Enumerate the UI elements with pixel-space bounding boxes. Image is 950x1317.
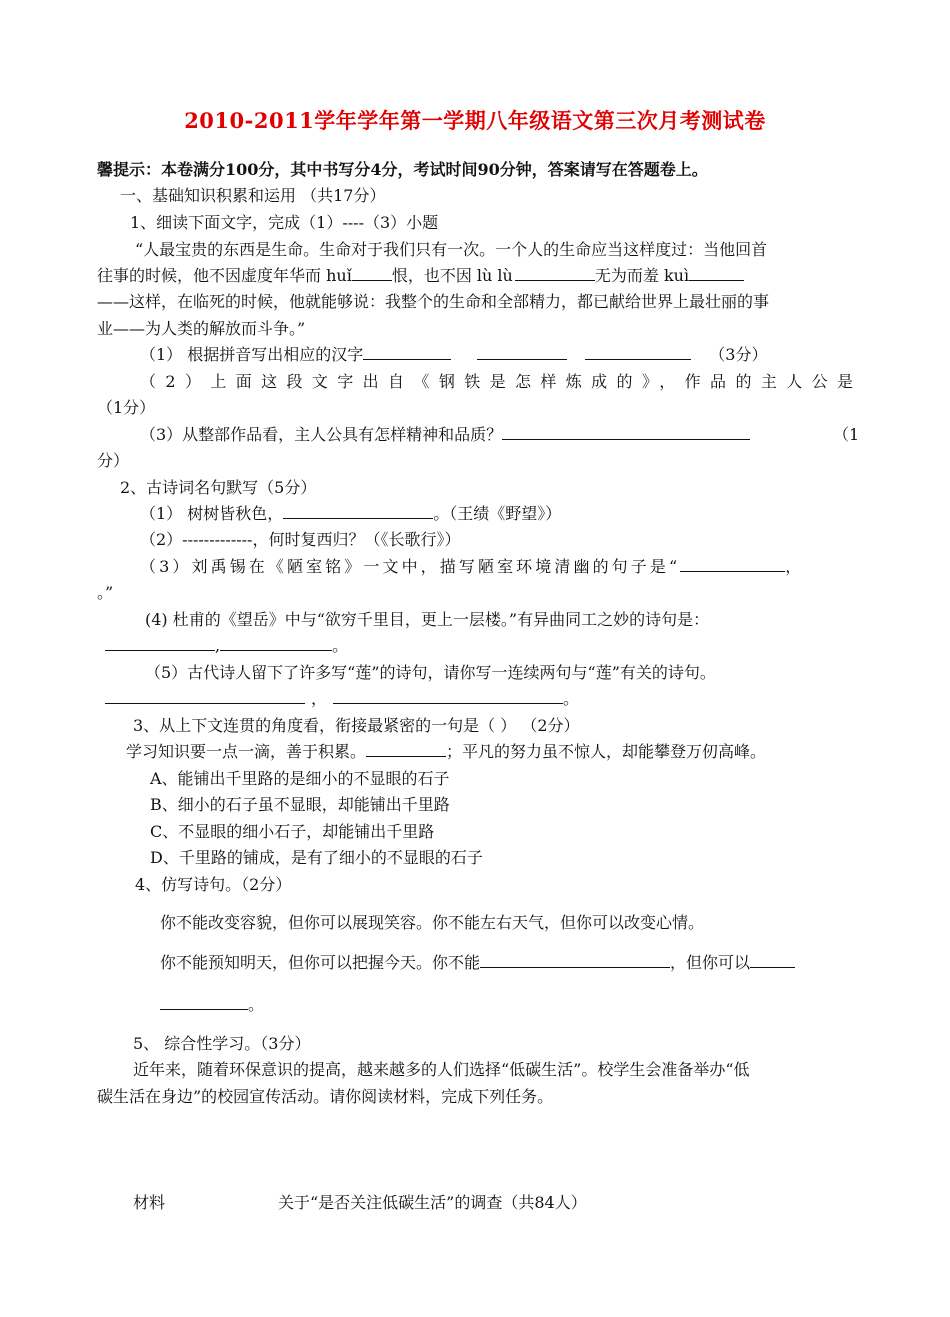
q3-option-c[interactable]: C、不显眼的细小石子，却能铺出千里路 [150,822,435,841]
q1-sub-3 [140,425,750,445]
answer-blank[interactable] [515,266,595,281]
q1-sub-3-score-cont: 分） [97,451,130,470]
q2-stem: 2、古诗词名句默写（5分） [120,478,317,497]
answer-blank[interactable] [283,504,433,519]
q3-option-d[interactable]: D、千里路的铺成，是有了细小的不显眼的石子 [150,848,483,867]
exam-notice: 馨提示：本卷满分100分，其中书写分4分，考试时间90分钟，答案请写在答题卷上。 [97,160,708,179]
answer-blank[interactable] [105,689,305,704]
answer-blank[interactable] [750,953,795,968]
q1-passage-line-3: ——这样，在临死的时候，他就能够说：我整个的生命和全部精力，都已献给世界上最壮丽的事 [97,292,770,311]
q1-sub-3-score: （1 [833,425,860,444]
q5-passage-line-1: 近年来，随着环保意识的提高，越来越多的人们选择“低碳生活”。校学生会准备举办“低 [133,1060,750,1079]
q2-sub-3-punct: ， [785,557,802,576]
q4-imitate-line [160,953,795,973]
q2-sub-1-source: 。（王绩《野望》） [433,504,562,523]
q2-sub-3-text: （3）刘禹锡在《陋室铭》一文中，描写陋室环境清幽的句子是“ [140,557,681,576]
answer-blank[interactable] [105,636,215,651]
q1-stem: 1、细读下面文字，完成（1）----（3）小题 [130,213,439,232]
q3-option-b[interactable]: B、细小的石子虽不显眼，却能铺出千里路 [150,795,450,814]
section-1-heading: 一、基础知识积累和运用 （共17分） [120,186,386,205]
q1-sub-2-score: （1分） [97,398,156,417]
q1-sub-3-text: （3）从整部作品看，主人公具有怎样精神和品质？ [140,425,503,444]
q2-sub-4-comma: , [215,636,221,655]
answer-blank[interactable] [689,266,744,281]
q1-passage-line-1: “人最宝贵的东西是生命。生命对于我们只有一次。一个人的生命应当这样度过：当他回首 [135,240,768,259]
q3-context [126,742,766,762]
answer-blank[interactable] [160,995,248,1010]
answer-blank[interactable] [480,953,670,968]
answer-blank[interactable] [352,266,392,281]
material-label: 材料 [133,1193,166,1212]
q2-sub-5-period: 。 [563,689,580,708]
q1-passage-text: 恨，也不因 lù lù [391,266,513,285]
q4-example-line: 你不能改变容貌，但你可以展现笑容。你不能左右天气，但你可以改变心情。 [160,913,705,932]
q2-sub-1 [140,504,561,524]
q4-imitate-line-2 [160,995,264,1015]
answer-blank[interactable] [502,425,750,440]
q4-stem: 4、仿写诗句。（2分） [135,875,292,894]
answer-blank[interactable] [333,689,563,704]
material-title: 关于“是否关注低碳生活”的调查（共84人） [278,1193,587,1212]
q1-passage-line-2 [97,266,744,286]
q1-sub-1-text: （1） 根据拼音写出相应的汉字 [140,345,364,364]
exam-title: 2010-2011学年学年第一学期八年级语文第三次月考测试卷 [184,108,766,133]
q2-sub-2: （2）-------------，何时复西归？（《长歌行》） [140,530,461,549]
q3-context-text: ；平凡的努力虽不惊人，却能攀登万仞高峰。 [446,742,767,761]
answer-blank[interactable] [585,345,691,360]
q1-passage-line-4: 业——为人类的解放而斗争。” [97,319,306,338]
answer-blank[interactable] [680,557,785,572]
q2-sub-4: (4) 杜甫的《望岳》中与“欲穷千里目，更上一层楼。”有异曲同工之妙的诗句是： [145,610,710,629]
q4-imitate-text: ，但你可以 [670,953,751,972]
q2-sub-5-answer [105,689,579,709]
q1-passage-text: 无为而羞 kuì [594,266,690,285]
answer-blank[interactable] [220,636,332,651]
answer-blank[interactable] [477,345,567,360]
q4-imitate-text: 你不能预知明天，但你可以把握今天。你不能 [160,953,481,972]
q3-option-a[interactable]: A、能铺出千里路的是细小的不显眼的石子 [150,769,450,788]
answer-blank[interactable] [366,742,446,757]
answer-blank[interactable] [363,345,451,360]
q5-passage-line-2: 碳生活在身边”的校园宣传活动。请你阅读材料，完成下列任务。 [97,1087,554,1106]
q2-sub-4-period: 。 [332,636,349,655]
q2-sub-5-comma: ， [311,689,328,708]
q2-sub-3-tail: 。” [97,583,114,602]
q4-period: 。 [248,995,265,1014]
q2-sub-1-text: （1） 树树皆秋色， [140,504,284,523]
q1-sub-2: （2）上面这段文字出自《钢铁是怎样炼成的》，作品的主人公是 [140,372,853,391]
q5-stem: 5、 综合性学习。（3分） [133,1034,311,1053]
q3-context-text: 学习知识要一点一滴，善于积累。 [126,742,367,761]
q1-sub-1 [140,345,767,365]
q2-sub-3 [140,557,801,577]
q3-stem: 3、从上下文连贯的角度看，衔接最紧密的一句是（ ） （2分） [133,716,580,735]
q1-passage-text: 往事的时候，他不因虚度年华而 huǐ [97,266,352,285]
q2-sub-5: （5）古代诗人留下了许多写“莲”的诗句，请你写一连续两句与“莲”有关的诗句。 [145,663,716,682]
q2-sub-4-answer [105,636,348,656]
q1-sub-1-score: （3分） [709,345,768,364]
